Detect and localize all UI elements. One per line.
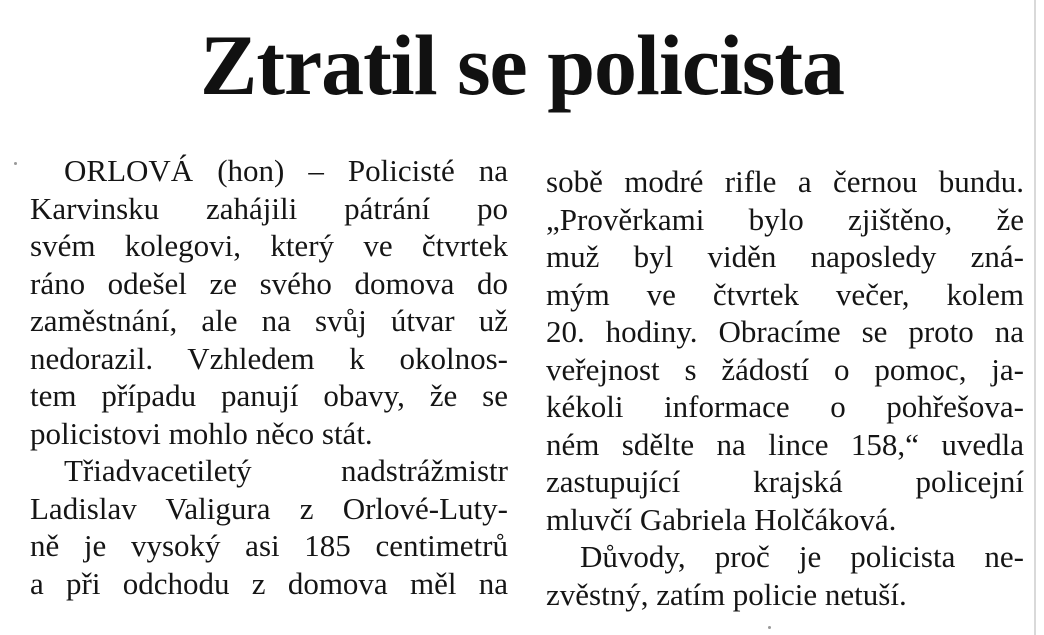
article-line: „Prověrkami bylo zjištěno, že [546, 201, 1024, 237]
article-right-column [546, 163, 1024, 613]
article-line: Třiadvacetiletý nadstrážmistr [64, 453, 508, 488]
article-line: zastupující krajská policejní [546, 464, 1024, 499]
article-line: ráno odešel ze svého domova do [30, 265, 508, 301]
article-line: svém kolegovi, který ve čtvrtek [30, 228, 508, 263]
article-line: ORLOVÁ (hon) – Policisté na [64, 153, 508, 188]
article-line: Karvinsku zahájili pátrání po [30, 190, 508, 226]
article-line: ném sdělte na lince 158,“ uvedla [546, 426, 1024, 462]
article-line: Důvody, proč je policista ne- [580, 539, 1024, 574]
scan-speck [768, 626, 771, 629]
article-left-column [30, 152, 508, 602]
article-line: veřejnost s žádostí o pomoc, ja- [546, 351, 1024, 387]
article-line: tem případu panují obavy, že se [30, 378, 508, 413]
scan-edge-mark [1034, 0, 1036, 635]
article-line: nedorazil. Vzhledem k okolnos- [30, 340, 508, 376]
article-line: sobě modré rifle a černou bundu. [546, 164, 1024, 199]
article-line: muž byl viděn naposledy zná- [546, 239, 1024, 274]
article-line: 20. hodiny. Obracíme se proto na [546, 314, 1024, 349]
article-line: zvěstný, zatím policie netuší. [546, 576, 907, 612]
article-line: a při odchodu z domova měl na [30, 565, 508, 601]
scan-speck [14, 162, 17, 165]
article-line: mým ve čtvrtek večer, kolem [546, 276, 1024, 312]
article-line: Ladislav Valigura z Orlové-Luty- [30, 490, 508, 526]
article-line: kékoli informace o pohřešova- [546, 389, 1024, 424]
article-headline: Ztratil se policista [199, 17, 845, 113]
article-line: ně je vysoký asi 185 centimetrů [30, 528, 508, 563]
article-line: zaměstnání, ale na svůj útvar už [30, 303, 508, 338]
article-line: mluvčí Gabriela Holčáková. [546, 501, 897, 537]
article-line: policistovi mohlo něco stát. [30, 415, 373, 451]
